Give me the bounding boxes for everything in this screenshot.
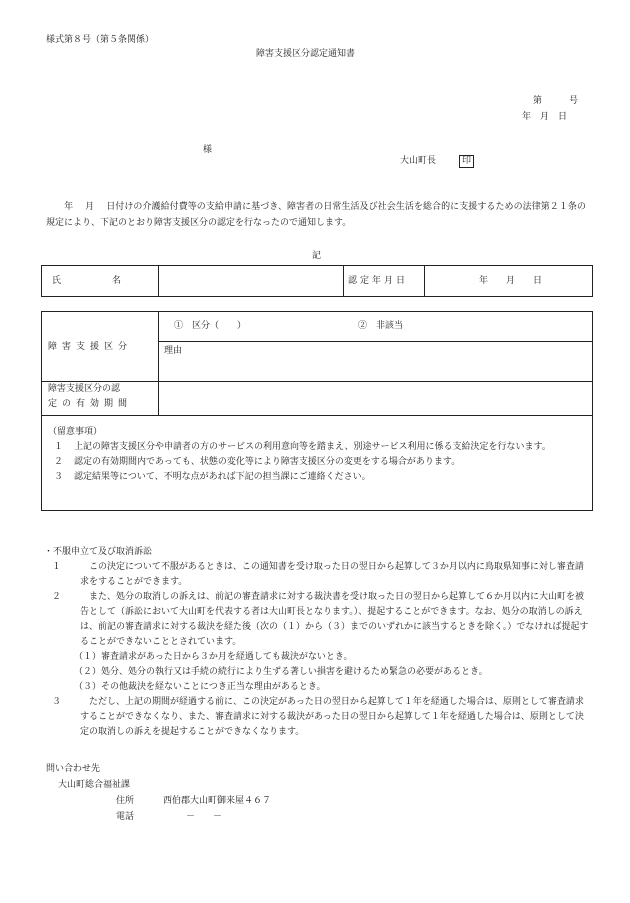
validity-label-line2: 定の有効期間 [48,399,133,409]
note-item: ２ 認定の有効期間内であっても、状態の変化等により障害支援区分の変更をする場合があります。 [54,457,461,467]
addressee-suffix: 様 [203,145,213,155]
contact-address-label: 住所 [116,796,135,806]
note-item: ３ 認定結果等について、不明な点があれば下記の担当課にご連絡ください。 [54,472,371,482]
appeal-item: １ この決定について不服があるときは、この通知書を受け取った日の翌日から起算して３か月以内に鳥取県知事に対し審査請求をすることができます。 [52,562,584,587]
contact-phone-label: 電話 [116,812,135,822]
name-label: 氏 名 [52,276,123,286]
option-not-applicable: ② 非該当 [358,321,404,331]
intro-paragraph: 年 月 日付けの介護給付費等の支給申請に基づき、障害者の日常生活及び社会生活を総合的に支援するための法律第２１条の規定により、下記のとおり障害支援区分の認定を行なったので通知します。 [46,202,586,228]
contact-heading: 問い合わせ先 [46,764,101,774]
notes-section [48,425,568,485]
contact-department: 大山町総合福祉課 [58,780,131,790]
appeal-sub-item: （２）処分、処分の執行又は手続の続行により生ずる著しい損害を避けるため緊急の必要があるとき。 [74,667,488,677]
class-label: 障害支援区分 [48,342,133,352]
appeal-text: また、処分の取消しの訴えは、前記の審査請求に対する裁決書を受け取った日の翌日から起算して６か月以内に大山町を被告として（訴訟において大山町を代表する者は大山町長となります。）、提起することができます。なお、処分の取消しの訴えは、前記の審査請求に対する裁決を経た後（次の（１）から（３）までのいずれかに該当するときを除く。）でなければ提起することができないこととされています。 [80,592,589,647]
ki-heading: 記 [312,251,322,261]
contact-phone-value: － － [186,812,223,822]
notes-heading: （留意事項） [48,427,103,437]
seal-stamp: 印 [459,155,474,168]
appeal-sub-item: （３）その他裁決を経ないことにつき正当な理由があるとき。 [74,682,326,692]
appeal-item: ３ ただし、上記の期間が経過する前に、この決定があった日の翌日から起算して１年を経過した場合は、原則として審査請求することができなくなり、また、審査請求に対する裁決があった日の翌日から起算して１年を経過した場合は、原則として決定の取消しの訴えを提起することができなくなります。 [52,697,584,737]
contact-address-value: 西伯郡大山町御来屋４６７ [163,796,272,806]
option-class: ① 区分（ ） [174,321,247,331]
appeal-heading: ・不服申立て及び取消訴訟 [44,547,153,557]
form-number: 様式第８号（第５条関係） [46,35,155,45]
document-number: 第 号 [533,96,579,106]
note-item: １ 上記の障害支援区分や申請者の方のサービスの利用意向等を踏まえ、別途サービス利用に係る支給決定を行ないます。 [54,442,551,452]
page-title: 障害支援区分認定通知書 [256,49,356,59]
certification-date-value: 年 月 日 [479,276,543,286]
issuer-name: 大山町長 [400,156,437,166]
appeal-text: この決定について不服があるときは、この通知書を受け取った日の翌日から起算して３か月以内に鳥取県知事に対し審査請求をすることができます。 [80,562,584,587]
classification-table [41,311,593,511]
appeal-text: ただし、上記の期間が経過する前に、この決定があった日の翌日から起算して１年を経過した場合は、原則として審査請求することができなくなり、また、審査請求に対する裁決があった日の翌日から起算して１年を経過した場合は、原則として決定の取消しの訴えを提起することができなくなります。 [80,697,584,737]
appeal-item: ２ また、処分の取消しの訴えは、前記の審査請求に対する裁決書を受け取った日の翌日から起算して６か月以内に大山町を被告として（訴訟において大山町を代表する者は大山町長となります。）、提起することができます。なお、処分の取消しの訴えは、前記の審査請求に対する裁決を経た後（次の（１）から（３）までのいずれかに該当するときを除く。）でなければ提起することができないこととされています。 [52,592,589,647]
note-text: 認定の有効期間内であっても、状態の変化等により障害支援区分の変更をする場合があります。 [74,457,461,467]
issue-date: 年 月 日 [522,112,568,122]
reason-label: 理由 [164,346,183,356]
note-text: 上記の障害支援区分や申請者の方のサービスの利用意向等を踏まえ、別途サービス利用に係る支給決定を行ないます。 [74,442,551,452]
recipient-table [41,265,593,297]
appeal-sub-item: （１）審査請求があった日から３か月を経過しても裁決がないとき。 [74,652,353,662]
validity-label-line1: 障害支援区分の認 [48,384,121,394]
note-text: 認定結果等について、不明な点があれば下記の担当課にご連絡ください。 [74,472,371,482]
certification-date-label: 認定年月日 [348,276,409,286]
appeal-section [46,545,590,740]
